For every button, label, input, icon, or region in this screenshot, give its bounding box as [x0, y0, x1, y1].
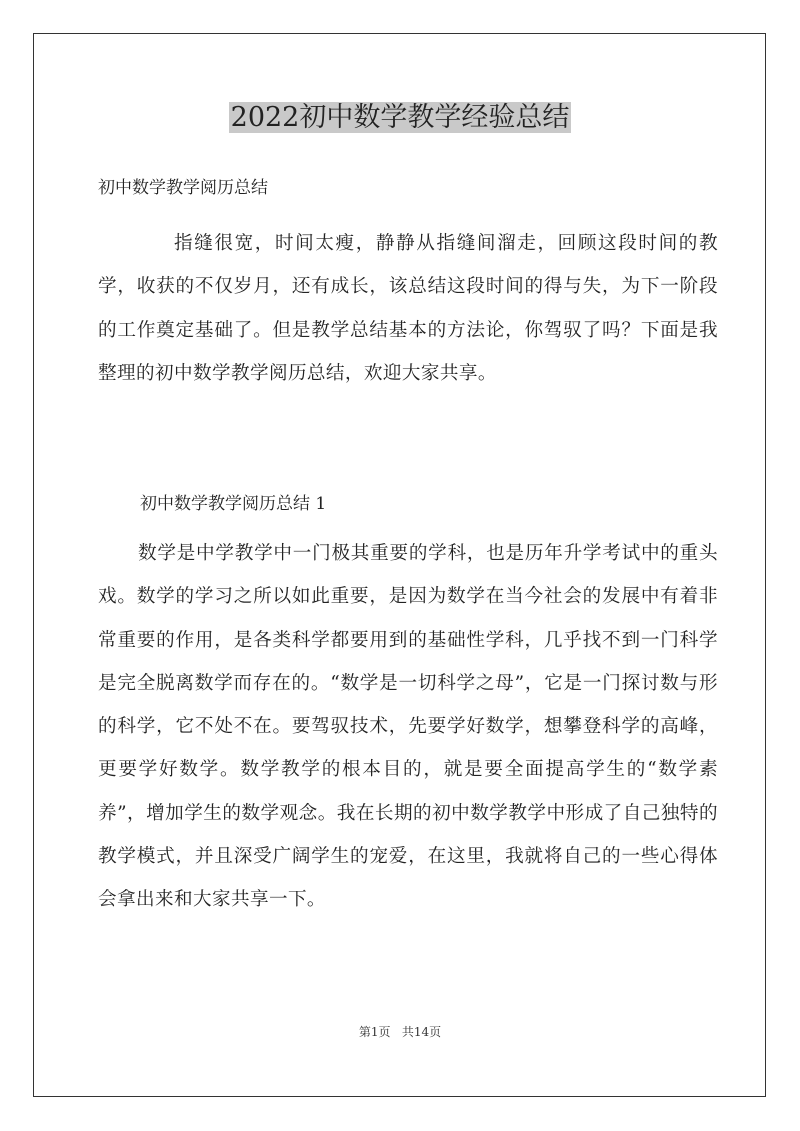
document-title: [0, 98, 800, 138]
section-body-paragraph: 数学是中学教学中一门极其重要的学科，也是历年升学考试中的重头戏。数学的学习之所以如此重要，是因为数学在当今社会的发展中有着非常重要的作用，是各类科学都要用到的基础性学科，几乎找不到一门科学是完全脱离数学而存在的。“数学是一切科学之母”，它是一门探讨数与形的科学，它不处不在。要驾驭技术，先要学好数学，想攀登科学的高峰，更要学好数学。数学教学的根本目的，就是要全面提高学生的“数学素养”，增加学生的数学观念。我在长期的初中数学教学中形成了自己独特的教学模式，并且深受广阔学生的宠爱，在这里，我就将自己的一些心得体会拿出来和大家共享一下。: [98, 543, 718, 911]
document-subtitle: 初中数学教学阅历总结: [98, 178, 268, 198]
intro-paragraph: 指缝很宽，时间太瘦，静静从指缝间溜走，回顾这段时间的教学，收获的不仅岁月，还有成长，该总结这段时间的得与失，为下一阶段的工作奠定基础了。但是教学总结基本的方法论，你驾驭了吗？下面是我整理的初中数学教学阅历总结，欢迎大家共享。: [98, 233, 718, 384]
document-title-text: 2022初中数学教学经验总结: [230, 102, 570, 133]
page-footer: 第1页 共14页: [358, 1025, 442, 1039]
section-heading: 初中数学教学阅历总结 1: [140, 494, 327, 514]
